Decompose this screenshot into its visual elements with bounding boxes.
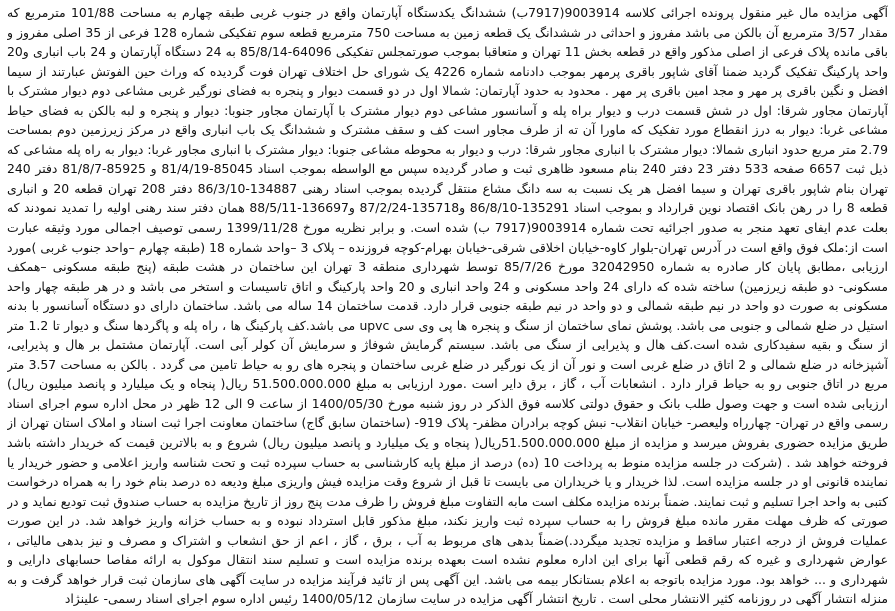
auction-notice-text: آگهی مزایده مال غیر منقول پرونده اجرائی کلاسه 9003914(7917ب) ششدانگ یکدستگاه آپارتمان واقع در جنوب غربی طبقه چهارم به مساحت 101/88 مترمربع که مقدار 3/57 مترمربع آن بالکن می باشد مفروز و احداثی در ششدانگ یک قطعه زمین به مساحت 750 مترمربع قطعه سوم تفکیکی شماره 128 فرعی از 35 اصلی مفروز و باقی مانده پلاک فرعی از اصلی مذکور واقع در قطعه بخش 11 تهران و متعاقبا بموجب صورتمجلس تفکیکی 64096-85/8/14 به 24 دستگاه آپارتمان و 24 باب انباری و20 واحد پارکینگ تفکیک گردید ضمنا آقای شاپور باقری پرمهر بموجب دادنامه شماره 4226 یک شورای حل اختلاف تهران فوت گردیده که وراث حین الفوتش عبارتند از سیما افضل و نگین باقری پر مهر و مجد امین باقری پر مهر . محدود به حدود آپارتمان: شمالا اول در دو قسمت دیوار و پنجره به فضای نورگیر غربی مشاعی دوم دیوار مشترک با آپارتمان مجاور شرقا: اول در شش قسمت درب و دیوار براه پله و آسانسور مشاعی دوم دیوار مشترک با آپارتمان مجاور جنوبا: دیوار و پنجره و لبه بالکن به فضای حیاط مشاعی غربا: دیوار به درز انقطاع مورد تفکیک که ماورا آن ته از طرف مجاور است کف و سقف مشترک و ششدانگ یک باب انباری واقع در مرکز زیرزمین دوم بمساحت 2.79 متر مربع حدود انباری شمالا: دیوار مشترک با انباری مجاور شرقا: درب و دیوار به محوطه مشاعی جنوبا: دیوار مشترک با انباری مجاور غربا: دیوار به راه پله مشاعی که ذیل ثبت 6657 صفحه 533 دفتر 23 دفتر 240 بنام مسعود ظاهری ثبت و صادر گردیده سپس مع الواسطه بموجب اسناد 85045-81/4/19 و 85925-81/8/7 دفتر 240 تهران بنام شاپور باقری تهران و سیما افضل هر یک نسبت به سه دانگ مشاع منتقل گردیده بموجب اسناد رهنی 134887-86/3/10 دفتر 208 تهران قطعه 20 و انباری قطعه 8 را در رهن بانک اقتصاد نوین قرارداد و بموجب اسناد 135291-86/8/10 و135718-87/2/24 و136697-88/5/11 همان دفتر سند رهنی اولیه را تمدید نمودند که بعلت عدم ایفای تعهد منجر به صدور اجرائیه تحت شماره 9003914(7917 ب) شده است. و برابر نظریه مورخ 1399/11/28 رسمی توصیف اجمالی مورد وثیقه عبارت است از:ملک فوق واقع است در آدرس تهران-بلوار کاوه-خیابان اخلاقی شرقی-خیابان بهرام-کوچه فروزنده – پلاک 3 –واحد شماره 18 (طبقه چهارم –واحد جنوب غربی )مورد ارزیابی ،مطابق پایان کار صادره به شماره 32042950 مورخ 85/7/26 توسط شهرداری منطقه 3 تهران این ساختمان در هشت طبقه (پنج طبقه مسکونی –همکف مسکونی- دو طبقه زیرزمین) ساخته شده که دارای 24 واحد مسکونی و 24 واحد انباری و 20 واحد پارکینگ و اتاق تاسیسات و استخر می باشد و در هر طبقه چهار واحد مسکونی به صورت دو واحد در نیم طبقه شمالی و دو واحد در نیم طبقه جنوبی قرار دارد. قدمت ساختمان 14 ساله می باشد. ساختمان دارای دو دستگاه آسانسور با بدنه استیل در ضلع شمالی و جنوبی می باشد. پوشش نمای ساختمان از سنگ و پنجره ها پی وی سی upvc می باشد.کف پارکینگ ها ، راه پله و پاگردها سنگ و دیوار تا 1.2 متر از سنگ و بقیه سفیدکاری شده است.کف هال و پذیرایی از سنگ می باشد. سیستم گرمایش شوفاژ و سرمایش آن کولر آبی است. آپارتمان مشتمل بر هال و پذیرایی، آشپزخانه در ضلع شمالی و 2 اتاق در ضلع غربی است و نور آن از یک نورگیر در ضلع غربی ساختمان و پنجره های رو به حیاط تامین می گردد . بالکن به مساحت 3.57 متر مربع در اتاق جنوبی رو به حیاط قرار دارد . انشعابات آب ، گاز ، برق دایر است .مورد ارزیابی به مبلغ 51.500.000.000 ریال( پنجاه و یک میلیارد و پانصد میلیون ریال) ارزیابی شده است و جهت وصول طلب بانک و حقوق دولتی کلاسه فوق الذکر در روز شنبه مورخ 1400/05/30 از ساعت 9 الی 12 ظهر در محل اداره سوم اجرای اسناد رسمی واقع در تهران- چهارراه ولیعصر- خیابان انقلاب- نبش کوچه برادران مظفر- پلاک 919- (ساختمان سابق گاج) ساختمان معاونت اجرا ثبت اسناد و املاک استان تهران از طریق مزایده حضوری بفروش میرسد و مزایده از مبلغ 51.500.000.000ریال( پنجاه و یک میلیارد و پانصد میلیون ریال) شروع و به بالاترین قیمت که خریدار داشته باشد فروخته خواهد شد . (شرکت در جلسه مزایده منوط به پرداخت 10 (ده) درصد از مبلغ پایه کارشناسی به حساب سپرده ثبت و تحت شناسه واریز اعلامی و حضور خریدار یا نماینده قانونی او در جلسه مزایده است. لذا خریدار و یا خریداران می بایست تا قبل از شروع وقت مزایده فیش واریزی مبلغ ودیعه ده درصد بنام خود را به همراه درخواست کتبی به واحد اجرا تسلیم و ثبت نمایند. ضمناً برنده مزایده مکلف است مابه التفاوت مبلغ فروش را ظرف مدت پنج روز از تاریخ مزایده به حساب صندوق ثبت تودیع نماید و در صورتی که ظرف مهلت مقرر مانده مبلغ فروش را به حساب سپرده ثبت واریز نکند، مبلغ مذکور قابل استرداد نبوده و به حساب خزانه واریز خواهد شد. در این صورت عملیات فروش از درجه اعتبار ساقط و مزایده تجدید میگردد.)ضمناً بدهی های مربوط به آب ، برق ، گاز ، اعم از حق انشعاب و اشتراک و مصرف و نیز بدهی مالیاتی ، عوارض شهرداری و غیره که رقم قطعی آنها برای این اداره معلوم نشده است بعهده برنده مزایده است و تسلیم سند انتقال موکول به ارائه مفاصا حسابهای دارایی و شهرداری و ... خواهد بود. مورد مزایده باتوجه به اعلام بستانکار بیمه می باشد. این آگهی پس از تائید فرآیند مزایده در سایت آگهی های سازمان ثبت قرار خواهد گرفت و به منزله انتشار آگهی در روزنامه کثیر الانتشار محلی است . تاریخ انتشار آگهی مزایده در سایت سازمان 1400/05/12 رئیس اداره سوم اجرای اسناد رسمی- علینژاد — [7, 5, 888, 607]
